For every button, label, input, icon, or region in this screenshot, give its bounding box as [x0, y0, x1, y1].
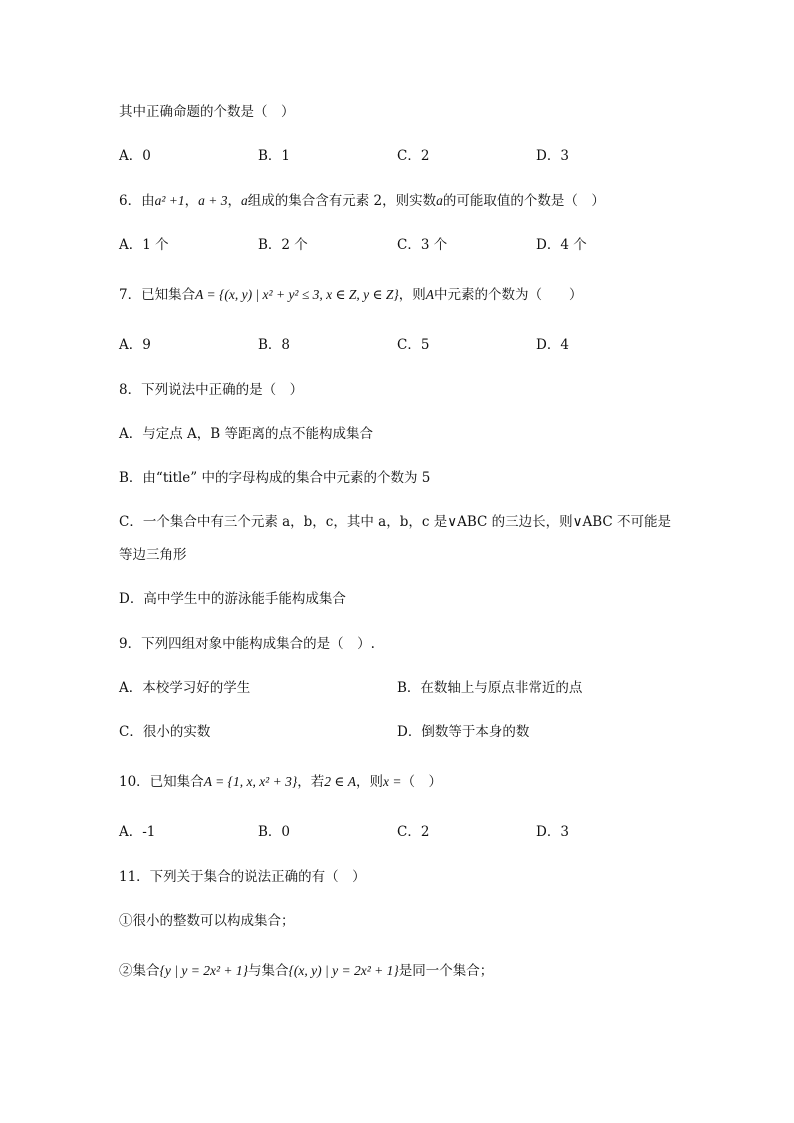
q10-mid: ，若 [297, 774, 325, 790]
q6-expr2: a + 3 [198, 193, 228, 208]
q7-option-d: D．4 [536, 337, 569, 353]
q6-expr1: a² +1 [154, 193, 185, 208]
q5-tail: 其中正确命题的个数是（ ） [119, 104, 295, 120]
q10-option-d: D．3 [536, 824, 569, 840]
q6-option-b: B．2 个 [258, 237, 308, 253]
question-10 [119, 773, 442, 791]
q11-2-set2: {(x, y) | y = 2x² + 1} [288, 963, 399, 978]
q7-number: 7．已知集合 [119, 287, 196, 303]
q10-option-b: B．0 [258, 824, 291, 840]
q6-sep1: ， [184, 193, 199, 209]
q6-var-a: a [241, 193, 248, 208]
q10-tail: （ ） [401, 774, 442, 790]
q11-2-mid: 与集合 [248, 963, 289, 979]
q5-option-d: D．3 [536, 148, 569, 164]
q7-set-expression: A = {(x, y) | x² + y² ≤ 3, x ∈ Z, y ∈ Z} [195, 287, 399, 302]
q11-2-tail: 是同一个集合； [398, 963, 494, 979]
q7-mid: ，则 [398, 287, 426, 303]
q10-option-c: C．2 [397, 824, 430, 840]
q7-option-b: B．8 [258, 337, 291, 353]
q9-option-d: D．倒数等于本身的数 [397, 724, 530, 740]
q7-option-a: A．9 [119, 337, 151, 353]
q5-option-c: C．2 [397, 148, 430, 164]
q9-option-b: B．在数轴上与原点非常近的点 [397, 680, 583, 696]
q8-option-c-line1: C．一个集合中有三个元素 a，b，c，其中 a，b，c 是∨ABC 的三边长，则∨ABC 不可能是 [119, 514, 672, 530]
q5-option-a: A．0 [119, 148, 151, 164]
q6-option-c: C．3 个 [397, 237, 448, 253]
question-11: 11．下列关于集合的说法正确的有（ ） [119, 869, 366, 885]
q5-option-b: B．1 [258, 148, 291, 164]
q10-number: 10．已知集合 [119, 774, 204, 790]
q6-number: 6．由 [119, 193, 155, 209]
q11-2-set1: {y | y = 2x² + 1} [159, 963, 249, 978]
q7-tail: 中元素的个数为（ ） [434, 287, 583, 303]
q8-option-a: A．与定点 A，B 等距离的点不能构成集合 [119, 426, 374, 442]
q6-tail: 的可能取值的个数是（ ） [442, 193, 605, 209]
q6-var-a2: a [436, 193, 443, 208]
q10-mid2: ，则 [356, 774, 383, 790]
q11-statement-2 [119, 962, 493, 980]
q6-option-a: A．1 个 [119, 237, 169, 253]
q10-set-expression: A = {1, x, x² + 3} [203, 774, 298, 789]
question-7 [119, 286, 583, 304]
q9-option-a: A．本校学习好的学生 [119, 680, 251, 696]
q6-mid: 组成的集合含有元素 2，则实数 [247, 193, 437, 209]
q7-option-c: C．5 [397, 337, 430, 353]
q9-option-c: C．很小的实数 [119, 724, 211, 740]
q8-option-d: D．高中学生中的游泳能手能构成集合 [119, 591, 346, 607]
q10-x-var: x = [383, 774, 402, 789]
q8-option-b: B．由“title” 中的字母构成的集合中元素的个数为 5 [119, 470, 431, 486]
q11-statement-1: ①很小的整数可以构成集合； [119, 913, 295, 929]
q8-option-c-line2: 等边三角形 [119, 547, 187, 563]
q6-sep2: ， [227, 193, 242, 209]
question-8: 8．下列说法中正确的是（ ） [119, 382, 304, 398]
q11-2-prefix: ②集合 [119, 963, 160, 979]
q10-condition: 2 ∈ A [324, 774, 356, 789]
q6-option-d: D．4 个 [536, 237, 587, 253]
q10-option-a: A．-1 [119, 824, 156, 840]
question-9: 9．下列四组对象中能构成集合的是（ ）. [119, 636, 375, 652]
question-6 [119, 192, 605, 210]
q7-var-A: A [425, 287, 435, 302]
